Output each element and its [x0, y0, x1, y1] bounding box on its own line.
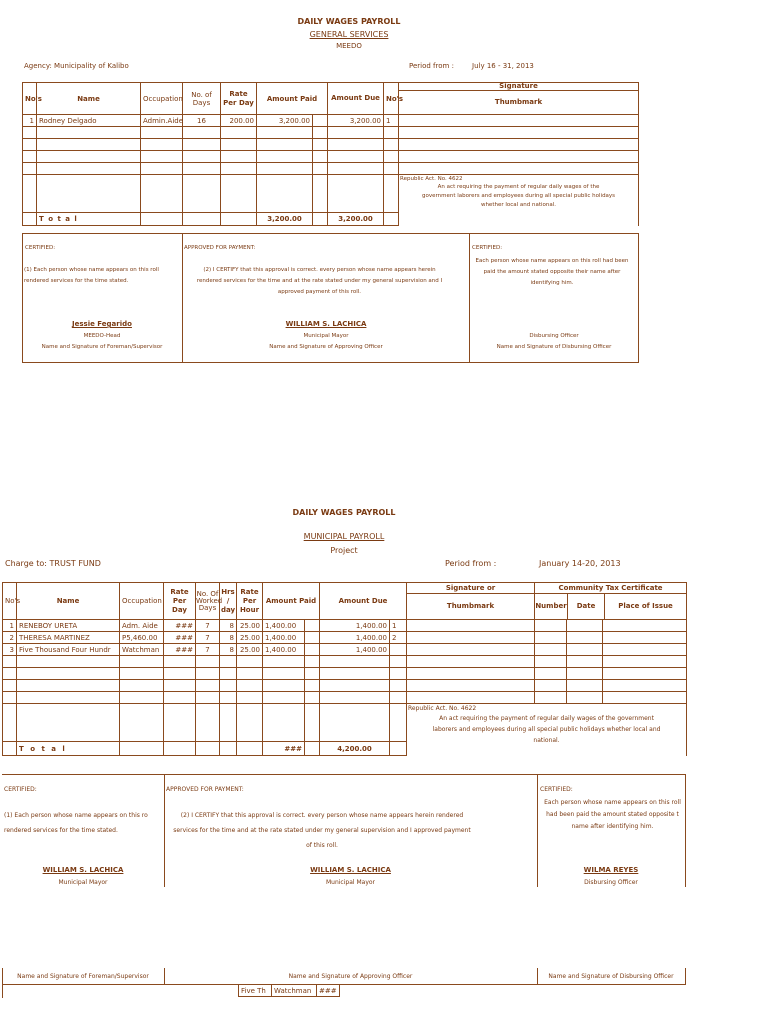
form1-period-label: Period from :	[409, 62, 454, 70]
form2-ra-cell	[407, 704, 687, 756]
form1-agency: Agency: Municipality of Kalibo	[24, 62, 129, 70]
form1-cert2-text: Each person whose name appears on this roll had been paid the amount stated opposite their name after identifying him.	[475, 258, 629, 286]
form1-title: DAILY WAGES PAYROLL	[297, 17, 401, 26]
form1-cert1-name: Jessie Fegarido	[72, 320, 132, 328]
form2-caption-foreman: Name and Signature of Foreman/Supervisor	[17, 973, 149, 980]
table-row	[23, 175, 639, 213]
table-row	[3, 680, 687, 692]
table-row	[3, 668, 687, 680]
table-row: 3 Five Thousand Four Hundr Watchman ### 7 8 25.00 1,400.00 1,400.00	[3, 644, 687, 656]
form2-period-value: January 14-20, 2013	[539, 559, 621, 568]
form2-total-paid: ###	[263, 742, 305, 756]
form2-total-due: 4,200.00	[320, 742, 390, 756]
form2-title: DAILY WAGES PAYROLL	[292, 508, 396, 517]
form1-cert2-position: Disbursing Officer	[529, 333, 579, 339]
table-row	[23, 151, 639, 163]
form2-approved-position: Municipal Mayor	[325, 879, 376, 886]
form2-ra-text: An act requiring the payment of regular daily wages of the government laborers and employees during all special public holidays whether local and national.	[432, 715, 661, 744]
form1-cert1-caption: Name and Signature of Foreman/Supervisor	[41, 344, 163, 350]
form1-approved-title: APPROVED FOR PAYMENT:	[184, 245, 256, 251]
form1-approved-position: Municipal Mayor	[303, 333, 349, 339]
col-name: Name	[37, 83, 141, 115]
form2-period-label: Period from :	[445, 559, 497, 568]
table-row	[3, 656, 687, 668]
form2-approved-name: WILLIAM S. LACHICA	[310, 866, 391, 874]
stray-cell-occupation: Watchman	[272, 985, 317, 997]
col-signature-group	[407, 583, 535, 620]
form2-cert1-name: WILLIAM S. LACHICA	[42, 866, 124, 874]
col-rate-day: Rate Per Day	[164, 583, 196, 620]
table-row: 1 Rodney Delgado Admin.Aide 16 200.00 3,200.00 3,200.00 1	[23, 115, 639, 127]
table-row	[3, 692, 687, 704]
form1-cert1-title: CERTIFIED:	[25, 245, 56, 251]
form1-period-value: July 16 - 31, 2013	[472, 62, 534, 70]
form1-cert1-text: (1) Each person whose name appears on this roll rendered services for the time stated.	[24, 267, 159, 284]
table-row: 2 THERESA MARTINEZ P5,460.00 ### 7 8 25.00 1,400.00 1,400.00 2	[3, 632, 687, 644]
col-nos: No's	[3, 583, 17, 620]
col-place: Place of Issue	[618, 602, 673, 610]
table-row	[23, 139, 639, 151]
form1-ra-cell	[399, 175, 639, 226]
form1-office: MEEDO	[336, 42, 362, 50]
table-row	[23, 163, 639, 175]
form2-caption-disbursing: Name and Signature of Disbursing Officer	[548, 973, 674, 980]
col-amount-due: Amount Due	[328, 83, 384, 115]
col-amount-paid: Amount Paid	[263, 583, 320, 620]
form2-payroll-table	[2, 582, 687, 756]
col-rate-hour: Rate Per Hour	[237, 583, 263, 620]
form2-office: Project	[330, 546, 358, 555]
col-thumbmark: Thumbmark	[494, 98, 543, 106]
form1-total-label: T o t a l	[37, 213, 141, 226]
form2-cert1-title: CERTIFIED:	[4, 786, 37, 793]
col-amount-due: Amount Due	[320, 583, 407, 620]
form2-cert2-position: Disbursing Officer	[584, 879, 638, 886]
form1-approved-name: WILLIAM S. LACHICA	[285, 320, 367, 328]
form1-approved-text: (2) I CERTIFY that this approval is correct. every person whose name appears herein rendered services for the time and at the rate stated under my general supervision and I approved payment of this roll.	[196, 267, 443, 295]
col-thumbmark: Thumbmark	[446, 602, 495, 610]
col-ctc: Community Tax Certificate	[535, 583, 686, 594]
form1-ra-text: An act requiring the payment of regular daily wages of the government laborers and employees during all special public holidays whether local and national.	[421, 184, 616, 208]
form2-cert2-name: WILMA REYES	[583, 866, 639, 874]
stray-cell-name: Five Th	[239, 985, 272, 997]
col-signature-group	[399, 83, 639, 115]
form2-subtitle: MUNICIPAL PAYROLL	[303, 532, 385, 541]
form1-cert2-title: CERTIFIED:	[472, 245, 503, 251]
col-hrs-day: Hrs / day	[220, 583, 237, 620]
form1-total-paid: 3,200.00	[257, 213, 313, 226]
form1-ra-title: Republic Act. No. 4622	[400, 176, 463, 182]
form2-approved-text: (2) I CERTIFY that this approval is correct. every person whose name appears herein rendered services for the time and at the rate stated under my general supervision and I approved payment of this roll.	[173, 812, 471, 849]
col-rate: Rate Per Day	[221, 83, 257, 115]
form1-subtitle: GENERAL SERVICES	[309, 30, 389, 39]
form2-cert2-text: Each person whose name appears on this roll had been paid the amount stated opposite t name after identifying him.	[544, 799, 681, 830]
table-row: 1 RENEBOY URETA Adm. Aide ### 7 8 25.00 1,400.00 1,400.00 1	[3, 620, 687, 632]
form1-approved-caption: Name and Signature of Approving Officer	[269, 344, 383, 350]
form1-total-due: 3,200.00	[328, 213, 384, 226]
form2-caption-approving: Name and Signature of Approving Officer	[288, 973, 413, 980]
col-number: Number	[535, 594, 568, 619]
col-signature: Signature	[399, 83, 638, 91]
col-occupation: Occupation	[141, 83, 183, 115]
form2-charge: Charge to: TRUST FUND	[5, 559, 101, 568]
stray-cell-rate: ###	[317, 985, 340, 997]
col-nos2: No's	[384, 83, 399, 115]
stray-cells	[238, 984, 340, 997]
form1-payroll-table	[22, 82, 639, 226]
col-ctc-group	[535, 583, 687, 620]
form2-ra-title: Republic Act. No. 4622	[408, 705, 477, 712]
form2-total-label: T o t a l	[17, 742, 120, 756]
col-date: Date	[568, 594, 605, 619]
col-occupation: Occupation	[120, 583, 164, 620]
col-amount-paid: Amount Paid	[257, 83, 328, 115]
table-row	[3, 704, 687, 742]
table-row	[23, 127, 639, 139]
form2-cert1-position: Municipal Mayor	[58, 879, 108, 886]
form2-cert1-text: (1) Each person whose name appears on this ro rendered services for the time stated.	[4, 812, 148, 834]
col-days: No. of Days	[183, 83, 221, 115]
col-worked-days: No. Of Worked Days	[196, 583, 220, 620]
col-signature: Signature or	[407, 583, 534, 594]
col-name: Name	[17, 583, 120, 620]
form2-cert2-title: CERTIFIED:	[540, 786, 573, 793]
form1-cert2-caption: Name and Signature of Disbursing Officer	[496, 344, 612, 350]
col-nos: No's	[23, 83, 37, 115]
form1-cert1-position: MEEDO-Head	[83, 333, 121, 339]
form2-approved-title: APPROVED FOR PAYMENT:	[166, 786, 244, 793]
